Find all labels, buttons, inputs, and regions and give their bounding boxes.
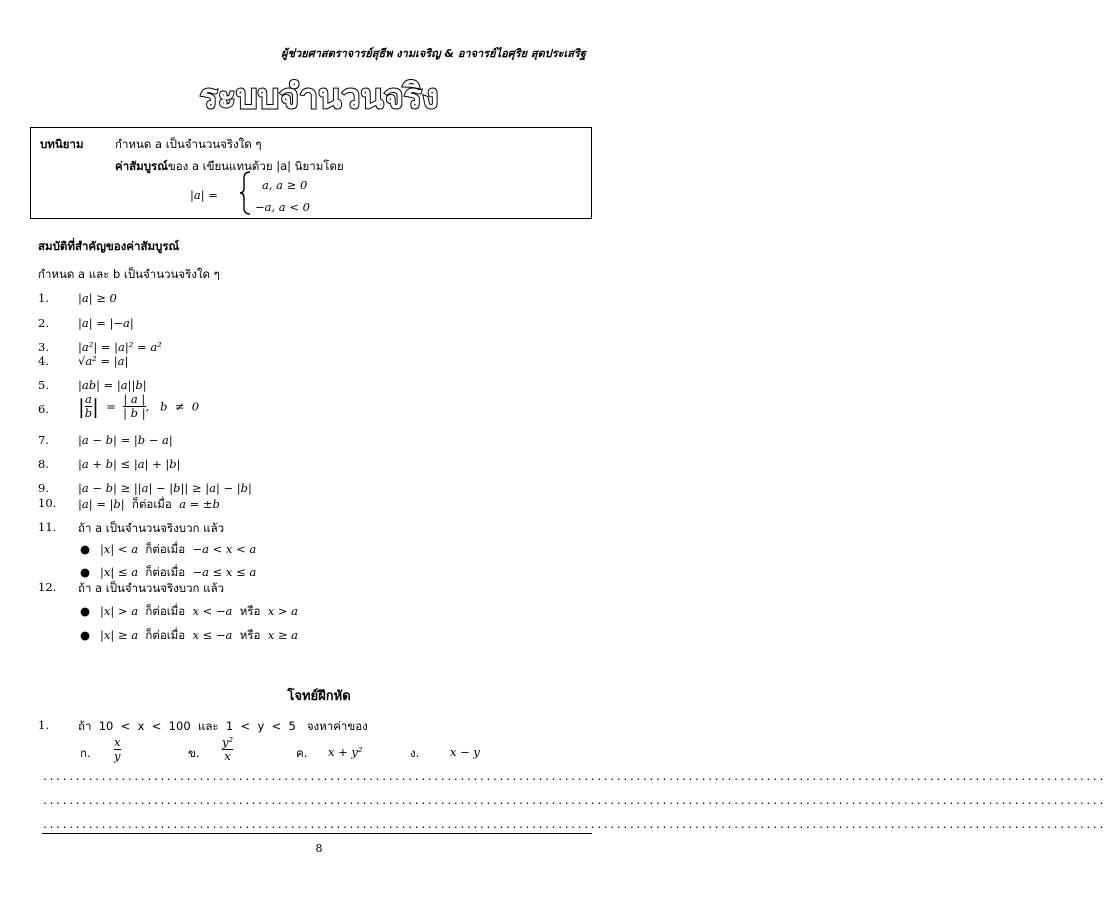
exercise-heading: โจทย์ฝึกหัด bbox=[287, 689, 351, 704]
part-d-label: ง. bbox=[410, 746, 420, 760]
definition-lhs: |a| = bbox=[190, 188, 218, 202]
bullet-rhs: x ≤ −a bbox=[192, 628, 233, 642]
item-11-number: 11. bbox=[38, 520, 57, 534]
cases-brace bbox=[238, 170, 254, 216]
item-9-number: 9. bbox=[38, 481, 49, 495]
page-title-text: ระบบจำนวนจริง bbox=[199, 77, 439, 117]
part-b-num: y² bbox=[222, 735, 234, 749]
bullet-or: หรือ bbox=[232, 628, 268, 642]
item-1: |a| ≥ 0 bbox=[78, 291, 117, 305]
item-6-condition: , b ≠ 0 bbox=[145, 399, 200, 414]
definition-case-1: a, a ≥ 0 bbox=[262, 178, 308, 192]
item-12-bullet-2 bbox=[80, 627, 298, 645]
part-a-label: ก. bbox=[80, 746, 91, 760]
abs-bar-left: | bbox=[78, 394, 85, 419]
part-a-num: x bbox=[114, 735, 121, 749]
bullet-lhs: |x| < a bbox=[100, 542, 139, 556]
item-8-number: 8. bbox=[38, 457, 49, 471]
item-1-number: 1. bbox=[38, 291, 49, 305]
part-d-expr: x − y bbox=[450, 745, 480, 759]
item-12-number: 12. bbox=[38, 580, 57, 594]
part-a-frac bbox=[114, 736, 121, 763]
bullet-rhs-2: x ≥ a bbox=[267, 628, 299, 642]
exercise-1 bbox=[78, 718, 368, 736]
item-6-equals: = bbox=[98, 399, 124, 414]
item-7-number: 7. bbox=[38, 433, 49, 447]
item-8: |a + b| ≤ |a| + |b| bbox=[78, 457, 181, 471]
item-4: √a² = |a| bbox=[78, 354, 129, 368]
part-b-label: ข. bbox=[188, 746, 200, 760]
definition-line-2-rest: ของ a เขียนแทนด้วย |a| นิยามโดย bbox=[167, 159, 344, 173]
abs-bar-right: | bbox=[92, 394, 99, 419]
bullet-or: หรือ bbox=[232, 604, 268, 618]
item-5-number: 5. bbox=[38, 378, 49, 392]
fraction-num-2: | a | bbox=[123, 392, 146, 406]
properties-intro: กำหนด a และ b เป็นจำนวนจริงใด ๆ bbox=[38, 267, 220, 281]
answer-line-3: ................................................................................................................................................................... bbox=[42, 820, 1105, 831]
part-b-frac bbox=[222, 736, 233, 763]
item-10-iff: ก็ต่อเมื่อ bbox=[124, 497, 180, 511]
bullet-dot: ● bbox=[80, 565, 91, 579]
exercise-1-number: 1. bbox=[38, 718, 49, 732]
properties-heading: สมบัติที่สำคัญของค่าสัมบูรณ์ bbox=[38, 239, 180, 253]
item-11 bbox=[78, 520, 224, 538]
part-a-den: y bbox=[114, 749, 121, 763]
item-11-bullet-1 bbox=[80, 541, 256, 559]
bullet-lhs: |x| ≥ a bbox=[100, 628, 139, 642]
definition-term: ค่าสัมบูรณ์ bbox=[115, 159, 168, 173]
part-b-fraction bbox=[222, 736, 233, 763]
answer-line-1: ................................................................................................................................................................... bbox=[42, 772, 1105, 783]
part-a-fraction bbox=[114, 736, 121, 763]
bullet-iff: ก็ต่อเมื่อ bbox=[138, 565, 193, 579]
page-number: 8 bbox=[315, 842, 323, 855]
item-12-text: ถ้า a เป็นจำนวนจริงบวก แล้ว bbox=[78, 581, 225, 595]
author-line: ผู้ช่วยศาสตราจารย์สุธีพ งามเจริญ & อาจารย์ไอศุริย สุดประเสริฐ bbox=[281, 47, 586, 60]
bullet-rhs: −a ≤ x ≤ a bbox=[192, 565, 257, 579]
definition-line-1: กำหนด a เป็นจำนวนจริงใด ๆ bbox=[115, 137, 262, 151]
bottom-rule bbox=[42, 833, 592, 834]
item-3: |a²| = |a|² = a² bbox=[78, 340, 162, 354]
fraction-num: a bbox=[85, 392, 92, 406]
item-2: |a| = |−a| bbox=[78, 316, 134, 330]
page-title bbox=[0, 70, 638, 124]
item-9: |a − b| ≥ ||a| − |b|| ≥ |a| − |b| bbox=[78, 481, 252, 495]
bullet-lhs: |x| > a bbox=[100, 604, 139, 618]
bullet-rhs-2: x > a bbox=[267, 604, 299, 618]
item-11-text: ถ้า a เป็นจำนวนจริงบวก แล้ว bbox=[78, 521, 225, 535]
fraction-den: b bbox=[84, 406, 93, 420]
bullet-dot: ● bbox=[80, 628, 91, 642]
bullet-dot: ● bbox=[80, 604, 91, 618]
item-6 bbox=[78, 393, 199, 420]
item-10 bbox=[78, 496, 220, 514]
item-10-rhs: a = ±b bbox=[179, 497, 220, 511]
bullet-rhs: −a < x < a bbox=[192, 542, 257, 556]
part-c-expr: x + y² bbox=[328, 745, 363, 759]
page-title-svg bbox=[0, 70, 638, 120]
item-12 bbox=[78, 580, 224, 598]
bullet-rhs: x < −a bbox=[192, 604, 233, 618]
definition-line-2 bbox=[115, 158, 344, 176]
bullet-iff: ก็ต่อเมื่อ bbox=[138, 604, 193, 618]
fraction-abs-a-over-abs-b bbox=[123, 393, 145, 420]
part-c-label: ค. bbox=[296, 746, 308, 760]
bullet-iff: ก็ต่อเมื่อ bbox=[138, 542, 193, 556]
item-10-lhs: |a| = |b| bbox=[78, 497, 125, 511]
item-4-number: 4. bbox=[38, 354, 49, 368]
exercise-1-text: ถ้า 10 < x < 100 และ 1 < y < 5 จงหาค่าของ bbox=[78, 719, 368, 733]
item-5: |ab| = |a||b| bbox=[78, 378, 147, 392]
fraction-den-2: | b | bbox=[123, 406, 146, 420]
part-b-den: x bbox=[222, 749, 233, 763]
bullet-lhs: |x| ≤ a bbox=[100, 565, 139, 579]
definition-label: บทนิยาม bbox=[40, 137, 84, 151]
item-12-bullet-1 bbox=[80, 603, 298, 621]
bullet-dot: ● bbox=[80, 542, 91, 556]
definition-case-2: −a, a < 0 bbox=[255, 200, 310, 214]
item-3-number: 3. bbox=[38, 340, 49, 354]
item-6-number: 6. bbox=[38, 402, 49, 416]
item-7: |a − b| = |b − a| bbox=[78, 433, 173, 447]
item-2-number: 2. bbox=[38, 316, 49, 330]
bullet-iff: ก็ต่อเมื่อ bbox=[138, 628, 193, 642]
item-10-number: 10. bbox=[38, 496, 57, 510]
answer-line-2: ................................................................................................................................................................... bbox=[42, 796, 1105, 807]
